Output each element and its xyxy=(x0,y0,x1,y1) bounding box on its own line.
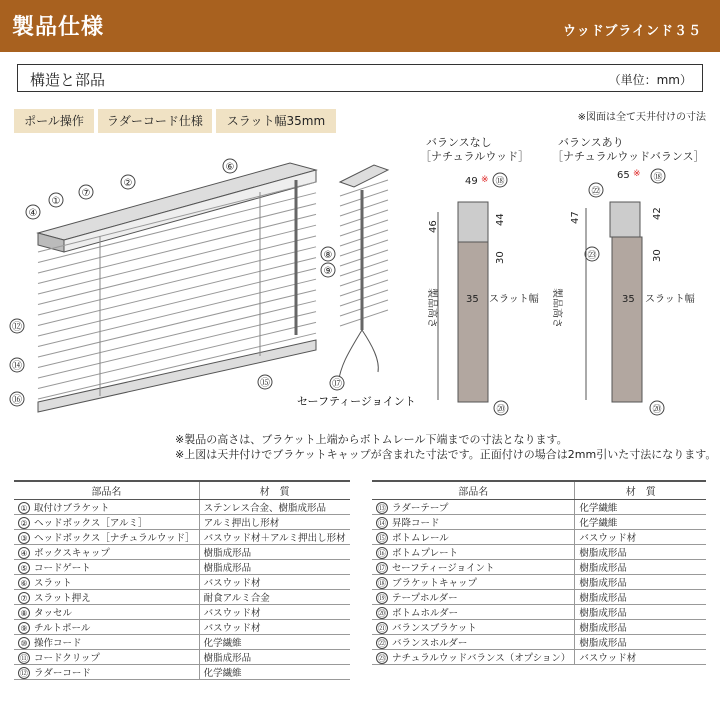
side2-h1: 47 xyxy=(570,211,581,224)
part-name-cell xyxy=(372,545,575,560)
part-number: ② xyxy=(18,517,30,529)
table-row xyxy=(14,635,350,650)
table-row xyxy=(372,515,706,530)
side1-h1: 46 xyxy=(428,220,439,233)
table-row xyxy=(14,650,350,665)
part-name-cell xyxy=(14,575,199,590)
tag-pole-operation: ポール操作 xyxy=(14,109,94,133)
slat-side xyxy=(340,270,388,286)
part-name-cell xyxy=(372,500,575,515)
slat-side xyxy=(340,230,388,246)
part-name-cell xyxy=(14,590,199,605)
slat xyxy=(38,279,316,346)
table-row xyxy=(14,605,350,620)
table-row xyxy=(372,530,706,545)
side1-callout-20: ⑳ xyxy=(496,405,506,415)
part-name-cell xyxy=(372,560,575,575)
part-material: バスウッド材 xyxy=(199,605,349,620)
side1-h2: 44 xyxy=(495,213,506,226)
part-material: 耐食アルミ合金 xyxy=(199,590,349,605)
part-number: ㉑ xyxy=(378,624,386,633)
side1-width: 49 xyxy=(465,176,478,187)
part-number: ④ xyxy=(18,547,30,559)
side2-slat-num: 35 xyxy=(622,294,635,305)
part-name: ボックスキャップ xyxy=(34,548,110,559)
part-material: 樹脂成形品 xyxy=(575,620,706,635)
slat-side xyxy=(340,260,388,276)
tag-slat-width: スラット幅35mm xyxy=(216,109,336,133)
part-name-cell xyxy=(14,620,199,635)
part-number: ⑭ xyxy=(378,519,386,528)
side1-subtitle: ［ナチュラルウッド］ xyxy=(420,150,530,163)
parts-table-right xyxy=(372,480,706,665)
part-number: ③ xyxy=(18,532,30,544)
part-material: 化学繊維 xyxy=(199,635,349,650)
safety-joint-label: セーフティージョイント xyxy=(297,395,416,408)
side1-h3: 30 xyxy=(495,251,506,264)
part-name: スラット xyxy=(34,578,72,589)
table-row xyxy=(14,500,350,515)
part-name: セーフティージョイント xyxy=(392,563,495,574)
part-number: ⑲ xyxy=(378,594,386,603)
slat-side xyxy=(340,240,388,256)
part-name: ラダーテープ xyxy=(392,503,449,514)
side1-title: バランスなし xyxy=(426,136,492,149)
part-name: 昇降コード xyxy=(392,518,440,529)
side2-star: ※ xyxy=(633,169,641,179)
callout-15: ⑮ xyxy=(260,378,270,389)
part-material: ステンレス合金、樹脂成形品 xyxy=(199,500,349,515)
table-row xyxy=(14,575,350,590)
part-name-cell xyxy=(14,650,199,665)
table-row xyxy=(372,635,706,650)
slat-side xyxy=(340,210,388,226)
part-name-cell xyxy=(372,515,575,530)
part-number: ⑥ xyxy=(18,577,30,589)
parts-table-left xyxy=(14,480,350,680)
part-material: 樹脂成形品 xyxy=(199,560,349,575)
side2-width: 65 xyxy=(617,170,630,181)
col-material: 材 質 xyxy=(199,481,349,500)
table-row xyxy=(14,545,350,560)
slat-side xyxy=(340,310,388,326)
part-number: ⑫ xyxy=(20,669,28,678)
part-name-cell xyxy=(14,665,199,680)
part-name: テープホルダー xyxy=(392,593,458,604)
slat-side xyxy=(340,280,388,296)
slat xyxy=(38,290,316,357)
part-number: ⑦ xyxy=(18,592,30,604)
part-name: ヘッドボックス［ナチュラルウッド］ xyxy=(34,533,195,544)
part-name-cell xyxy=(372,605,575,620)
table-row xyxy=(372,575,706,590)
table-row xyxy=(14,560,350,575)
part-name: ブラケットキャップ xyxy=(392,578,478,589)
slat-side xyxy=(340,290,388,306)
table-row xyxy=(372,590,706,605)
part-material: バスウッド材 xyxy=(199,575,349,590)
col-part-name: 部品名 xyxy=(14,481,199,500)
side1-height-label: 製品高さ xyxy=(426,288,437,328)
part-number: ㉓ xyxy=(378,654,386,663)
part-material: 樹脂成形品 xyxy=(575,560,706,575)
notes xyxy=(175,432,716,462)
slat xyxy=(38,247,316,315)
side2-slat-label: スラット幅 xyxy=(645,294,695,305)
part-number: ⑮ xyxy=(378,534,386,543)
part-name-cell xyxy=(14,545,199,560)
side2-h3: 30 xyxy=(652,249,663,262)
slat xyxy=(38,333,316,399)
part-name-cell xyxy=(372,620,575,635)
part-name: コードクリップ xyxy=(34,653,100,664)
part-name: 操作コード xyxy=(34,638,82,649)
part-number: ① xyxy=(18,502,30,514)
part-name-cell xyxy=(372,575,575,590)
part-name-cell xyxy=(372,530,575,545)
callout-12: ⑫ xyxy=(12,322,22,333)
table-row xyxy=(372,545,706,560)
side2-callout-23: ㉓ xyxy=(587,251,597,261)
slat xyxy=(38,258,316,326)
part-name: タッセル xyxy=(34,608,73,619)
part-number: ⑤ xyxy=(18,562,30,574)
side1-slat-num: 35 xyxy=(466,294,479,305)
callout-6: ⑥ xyxy=(225,162,235,173)
callout-7: ⑦ xyxy=(81,188,91,199)
col-part-name: 部品名 xyxy=(372,481,575,500)
side2-h2: 42 xyxy=(652,207,663,220)
part-name: チルトポール xyxy=(34,623,91,634)
part-material: 樹脂成形品 xyxy=(575,635,706,650)
part-name: スラット押え xyxy=(34,593,91,604)
part-number: ⑧ xyxy=(18,607,30,619)
part-material: 樹脂成形品 xyxy=(575,545,706,560)
part-material: 樹脂成形品 xyxy=(199,650,349,665)
callout-1: ① xyxy=(51,196,61,207)
part-name-cell xyxy=(14,635,199,650)
part-material: バスウッド材 xyxy=(199,620,349,635)
part-number: ㉒ xyxy=(378,639,386,648)
part-name-cell xyxy=(372,635,575,650)
part-name-cell xyxy=(14,500,199,515)
section-title: 構造と部品 xyxy=(30,71,106,89)
part-name: ボトムレール xyxy=(392,533,449,544)
callout-2: ② xyxy=(123,178,133,189)
part-number: ⑨ xyxy=(18,622,30,634)
side2-subtitle: ［ナチュラルウッドバランス］ xyxy=(552,150,705,163)
part-material: 化学繊維 xyxy=(199,665,349,680)
slat-side xyxy=(340,220,388,236)
slat xyxy=(38,312,316,378)
table-row xyxy=(372,560,706,575)
table-row xyxy=(14,530,350,545)
slat-side xyxy=(340,190,388,206)
part-name: ナチュラルウッドバランス（オプション） xyxy=(392,653,571,664)
part-name-cell xyxy=(372,590,575,605)
table-row xyxy=(14,665,350,680)
part-number: ⑱ xyxy=(378,579,386,588)
table-row xyxy=(372,500,706,515)
part-name: ボトムホルダー xyxy=(392,608,459,619)
part-name: ボトムプレート xyxy=(392,548,459,559)
part-material: 樹脂成形品 xyxy=(575,590,706,605)
side2-title: バランスあり xyxy=(558,136,624,149)
side2-callout-20: ⑳ xyxy=(652,405,662,415)
part-name: バランスホルダー xyxy=(392,638,468,649)
side2-height-label: 製品高さ xyxy=(551,288,562,328)
table-row xyxy=(372,605,706,620)
callout-8: ⑧ xyxy=(323,250,333,261)
part-name: コードゲート xyxy=(34,563,91,574)
callout-16: ⑯ xyxy=(12,395,22,406)
part-material: 樹脂成形品 xyxy=(199,545,349,560)
side1-callout-18: ⑱ xyxy=(495,177,505,187)
tag-ladder-cord: ラダーコード仕様 xyxy=(98,109,212,133)
side2-callout-18: ⑱ xyxy=(653,173,663,183)
side1-star: ※ xyxy=(481,175,489,185)
part-name-cell xyxy=(14,515,199,530)
part-name: バランスブラケット xyxy=(392,623,477,634)
unit-label: （単位：mm） xyxy=(608,73,692,87)
part-number: ⑳ xyxy=(378,609,386,618)
part-material: 化学繊維 xyxy=(575,515,706,530)
note-2: ※上図は天井付けでブラケットキャップが含まれた寸法です。正面付けの場合は2mm引いた寸法になります。 xyxy=(175,448,717,461)
product-name: ウッドブラインド３５ xyxy=(563,24,702,39)
table-row xyxy=(372,620,706,635)
slat xyxy=(38,268,316,336)
part-material: アルミ押出し形材 xyxy=(199,515,349,530)
part-name-cell xyxy=(14,560,199,575)
part-name: ヘッドボックス［アルミ］ xyxy=(34,518,148,529)
callout-9: ⑨ xyxy=(323,266,333,277)
part-number: ⑩ xyxy=(18,637,30,649)
diagram-note: ※図面は全て天井付けの寸法 xyxy=(577,112,706,123)
part-material: 樹脂成形品 xyxy=(575,605,706,620)
slat-side xyxy=(340,250,388,266)
side2-callout-22: ㉒ xyxy=(591,187,601,197)
side-view-with-valance xyxy=(551,136,705,415)
part-name: 取付けブラケット xyxy=(34,503,110,514)
part-number: ⑰ xyxy=(378,564,386,573)
part-material: バスウッド材 xyxy=(575,650,706,665)
part-number: ⑬ xyxy=(378,504,386,513)
part-name: ラダーコード xyxy=(34,668,91,679)
callout-4: ④ xyxy=(28,208,38,219)
callout-14: ⑭ xyxy=(12,361,22,372)
part-material: バスウッド材 xyxy=(575,530,706,545)
slat-side xyxy=(340,200,388,216)
col-material: 材 質 xyxy=(575,481,706,500)
table-row xyxy=(372,650,706,665)
table-row xyxy=(14,620,350,635)
side1-slat-label: スラット幅 xyxy=(489,294,539,305)
part-number: ⑯ xyxy=(378,549,386,558)
part-material: 樹脂成形品 xyxy=(575,575,706,590)
page-title: 製品仕様 xyxy=(12,15,105,40)
slat-side xyxy=(340,300,388,316)
part-name-cell xyxy=(372,650,575,665)
table-row xyxy=(14,590,350,605)
part-material: バスウッド材＋アルミ押出し形材 xyxy=(199,530,349,545)
note-1: ※製品の高さは、ブラケット上端からボトムレール下端までの寸法となります。 xyxy=(175,433,568,446)
callout-17: ⑰ xyxy=(332,379,342,390)
part-name-cell xyxy=(14,530,199,545)
part-number: ⑪ xyxy=(20,654,28,663)
table-row xyxy=(14,515,350,530)
part-name-cell xyxy=(14,605,199,620)
side-view-no-valance xyxy=(420,136,539,415)
part-material: 化学繊維 xyxy=(575,500,706,515)
